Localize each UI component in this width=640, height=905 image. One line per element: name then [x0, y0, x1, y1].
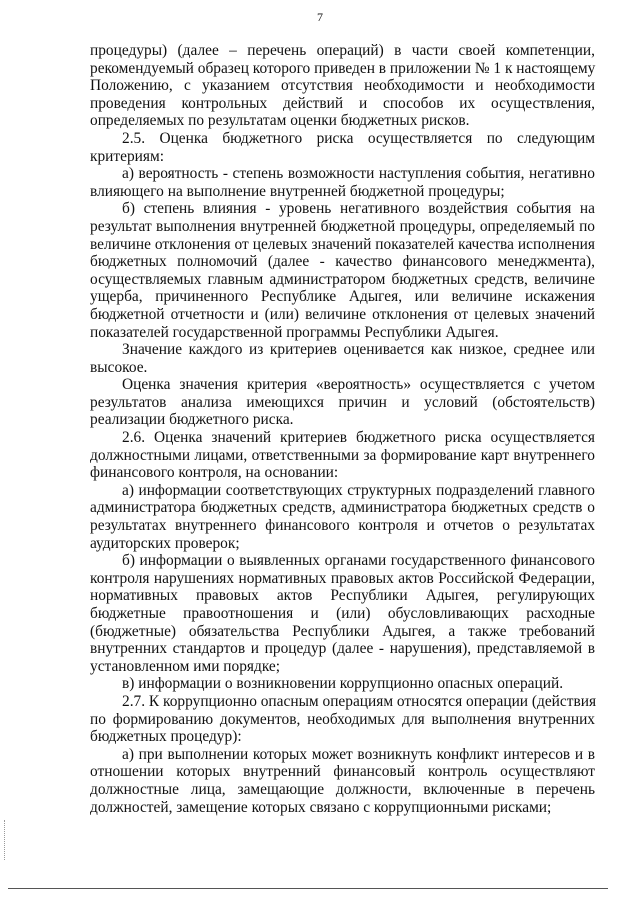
text-line: (бюджетные) обязательства Республики Адыгея, а также требований [90, 622, 595, 640]
text-line: должностные лица, замещающие должности, включенные в перечень [90, 780, 595, 798]
text-line: б) информации о выявленных органами государственного финансового [122, 552, 595, 570]
paragraph-2-7-a [90, 746, 595, 816]
text-line: финансового контроля, на основании: [90, 464, 339, 482]
text-line: Положению, с указанием отсутствия необходимости и необходимости [90, 77, 595, 95]
paragraph-criteria-values [90, 341, 595, 376]
text-line: бюджетной отчетности и (или) величине отклонения от целевых значений [90, 305, 595, 323]
text-line: установленном ими порядке; [90, 657, 281, 675]
text-line: 2.6. Оценка значений критериев бюджетного риска осуществляется [122, 429, 595, 447]
text-line: а) при выполнении которых может возникнуть конфликт интересов и в [122, 745, 595, 763]
text-line: реализации бюджетного риска. [90, 411, 294, 429]
paragraph-2-6-b [90, 552, 595, 675]
paragraph-2-5 [90, 130, 595, 165]
paragraph-2-7 [90, 693, 595, 746]
text-line: бюджетных процедур): [90, 728, 242, 746]
paragraph-2-5-b [90, 200, 595, 341]
text-line: процедуры) (далее – перечень операций) в части своей компетенции, [90, 42, 595, 59]
text-line: высокое. [90, 358, 148, 376]
paragraph-2-6 [90, 429, 595, 482]
text-line: должностными лицами, ответственными за формирование карт внутреннего [90, 446, 595, 464]
paragraph-probability-assessment [90, 376, 595, 429]
paragraph-2-6-v [90, 675, 595, 693]
text-line: 2.5. Оценка бюджетного риска осуществляется по следующим [122, 129, 595, 147]
text-line: б) степень влияния - уровень негативного воздействия события на [122, 200, 595, 218]
text-line: аудиторских проверок; [90, 534, 240, 552]
text-line: а) информации соответствующих структурных подразделений главного [122, 481, 595, 499]
text-line: администратора бюджетных средств, администратора бюджетных средств о [90, 499, 595, 517]
text-line: отношении которых внутренний финансовый контроль осуществляют [90, 763, 595, 781]
text-line: контроля нарушениях нормативных правовых актов Российской Федерации, [90, 569, 595, 587]
text-line: бюджетные правоотношения и (или) обусловливающих расходные [90, 605, 595, 622]
text-line: ущерба, причиненного Республике Адыгея, или величине искажения [90, 288, 595, 306]
page-number: 7 [317, 10, 323, 24]
document-body [90, 42, 595, 816]
text-line: внутренних стандартов и процедур (далее - нарушения), представляемой в [90, 640, 595, 658]
text-line: а) вероятность - степень возможности наступления события, негативно [122, 165, 595, 183]
text-line: определяемых по результатам оценки бюджетных рисков. [90, 112, 470, 130]
text-line: влияющего на выполнение внутренней бюджетной процедуры; [90, 182, 505, 200]
text-line: должностей, замещение которых связано с коррупционными рисками; [90, 798, 552, 816]
text-line: бюджетных полномочий (далее - качество финансового менеджмента), [90, 253, 595, 271]
text-line: результатах внутреннего финансового контроля и отчетов о результатах [90, 517, 595, 535]
text-line: 2.7. К коррупционно опасным операциям относятся операции (действия [122, 692, 597, 710]
text-line: показателей государственной программы Республики Адыгея. [90, 323, 499, 341]
text-line: проведения контрольных действий и способов их осуществления, [90, 94, 595, 112]
text-line: рекомендуемый образец которого приведен в приложении № 1 к настоящему [90, 59, 596, 77]
text-line: Значение каждого из критериев оценивается как низкое, среднее или [122, 341, 595, 359]
paragraph-2-5-a [90, 165, 595, 200]
text-line: критериям: [90, 147, 164, 165]
text-line: результат выполнения внутренней бюджетной процедуры, определяемый по [90, 217, 595, 235]
text-line: Оценка значения критерия «вероятность» осуществляется с учетом [122, 376, 595, 394]
page-bottom-edge [8, 888, 608, 889]
scan-margin-marks [4, 820, 7, 860]
text-line: результатов анализа имеющихся причин и условий (обстоятельств) [90, 393, 595, 411]
text-line: осуществляемых главным администратором бюджетных средств, величине [90, 270, 595, 288]
paragraph-2-6-a [90, 482, 595, 552]
text-line: нормативных правовых актов Республики Адыгея, регулирующих [90, 587, 595, 605]
text-line: по формированию документов, необходимых для выполнения внутренних [90, 710, 595, 728]
text-line: величине отклонения от целевых значений показателей качества исполнения [90, 235, 595, 253]
text-line: в) информации о возникновении коррупционно опасных операций. [122, 675, 564, 693]
paragraph-continuation [90, 42, 595, 130]
